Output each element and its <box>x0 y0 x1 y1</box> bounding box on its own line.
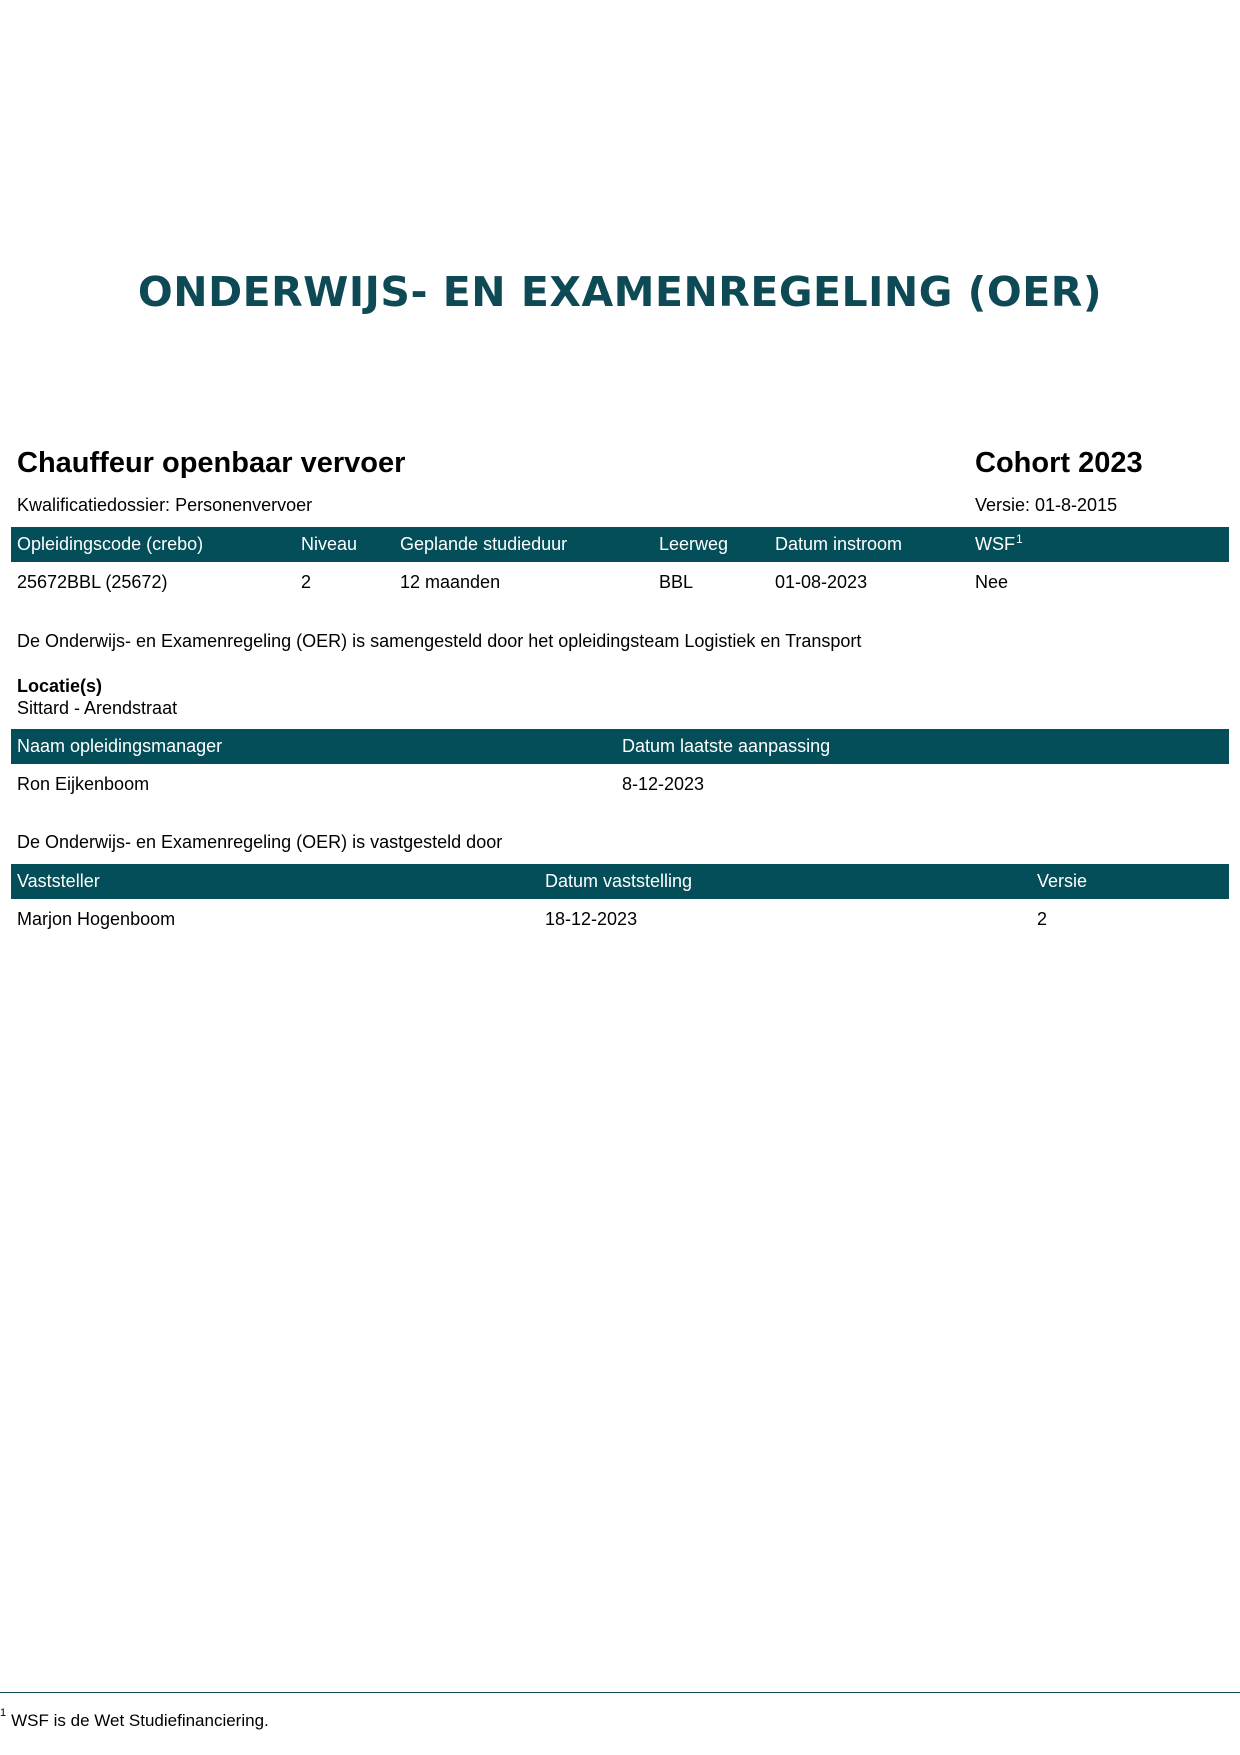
document-title: ONDERWIJS- EN EXAMENREGELING (OER) <box>137 268 1103 316</box>
header-leerweg: Leerweg <box>659 534 729 554</box>
header-studieduur: Geplande studieduur <box>400 534 568 554</box>
cell-vaststeller: Marjon Hogenboom <box>17 909 176 929</box>
header-versie: Versie <box>1037 871 1088 891</box>
table-row <box>11 902 1229 937</box>
locations-value: Sittard - Arendstraat <box>17 698 178 718</box>
footnote-divider <box>0 1692 1240 1693</box>
header-wsf <box>975 534 1023 555</box>
program-table-header <box>11 527 1229 562</box>
cell-studieduur: 12 maanden <box>400 572 501 592</box>
header-last-modified: Datum laatste aanpassing <box>622 736 831 756</box>
cell-versie: 2 <box>1037 909 1048 929</box>
header-datum-instroom: Datum instroom <box>775 534 903 554</box>
header-crebo: Opleidingscode (crebo) <box>17 534 204 554</box>
cell-crebo: 25672BBL (25672) <box>17 572 168 592</box>
composed-by-text: De Onderwijs- en Examenregeling (OER) is samengesteld door het opleidingsteam Logistiek en Transport <box>17 631 862 651</box>
header-vaststeller: Vaststeller <box>17 871 100 891</box>
footnote <box>0 1707 269 1731</box>
program-name: Chauffeur openbaar vervoer <box>17 447 406 479</box>
table-row <box>11 767 1229 802</box>
cell-manager-name: Ron Eijkenboom <box>17 774 150 794</box>
header-niveau: Niveau <box>301 534 358 554</box>
version-date: Versie: 01-8-2015 <box>975 495 1118 515</box>
established-by-text: De Onderwijs- en Examenregeling (OER) is vastgesteld door <box>17 832 503 852</box>
footnote-ref: 1 <box>1016 532 1023 546</box>
cell-niveau: 2 <box>301 572 312 592</box>
qualification-dossier: Kwalificatiedossier: Personenvervoer <box>17 495 313 515</box>
cohort-label: Cohort 2023 <box>975 447 1143 479</box>
locations-label: Locatie(s) <box>17 676 103 696</box>
manager-table-header <box>11 729 1229 764</box>
cell-leerweg: BBL <box>659 572 694 592</box>
cell-datum-instroom: 01-08-2023 <box>775 572 868 592</box>
establish-table-header <box>11 864 1229 899</box>
footnote-text: WSF is de Wet Studiefinanciering. <box>11 1711 269 1730</box>
cell-datum-vaststelling: 18-12-2023 <box>545 909 638 929</box>
header-wsf-label: WSF <box>975 534 1015 554</box>
header-manager-name: Naam opleidingsmanager <box>17 736 223 756</box>
cell-last-modified: 8-12-2023 <box>622 774 705 794</box>
table-row <box>11 565 1229 600</box>
footnote-mark: 1 <box>0 1707 7 1719</box>
cell-wsf: Nee <box>975 572 1009 592</box>
header-datum-vaststelling: Datum vaststelling <box>545 871 693 891</box>
